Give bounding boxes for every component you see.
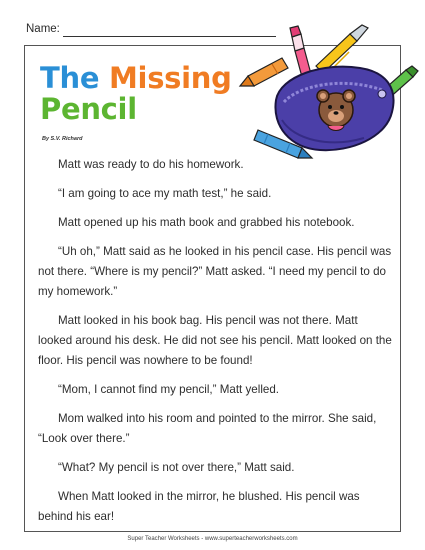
- pencil-case-illustration: [232, 14, 420, 170]
- story-body: [38, 155, 392, 536]
- title-word-pencil: Pencil: [40, 92, 137, 126]
- pink-marker-icon: [290, 26, 311, 77]
- footer-credit: Super Teacher Worksheets - www.superteacherworksheets.com: [127, 536, 298, 542]
- story-title: [40, 63, 232, 125]
- story-paragraph: “Mom, I cannot find my pencil,” Matt yelled.: [58, 383, 280, 396]
- author-byline: By S.V. Richard: [42, 136, 83, 142]
- name-field-row: [26, 23, 256, 39]
- story-paragraph: Mom walked into his room and pointed to the mirror. She said, “Look over there.”: [38, 412, 377, 445]
- title-word-missing: Missing: [109, 61, 232, 95]
- name-label: Name:: [26, 23, 60, 35]
- story-paragraph: When Matt looked in the mirror, he blushed. His pencil was behind his ear!: [38, 490, 360, 523]
- title-word-the: The: [40, 61, 100, 95]
- story-paragraph: Matt was ready to do his homework.: [58, 158, 244, 171]
- story-paragraph: “I am going to ace my math test,” he said.: [58, 187, 272, 200]
- story-paragraph: Matt opened up his math book and grabbed his notebook.: [58, 216, 355, 229]
- orange-crayon-icon: [240, 58, 288, 86]
- story-paragraph: Matt looked in his book bag. His pencil was not there. Matt looked around his desk. He did not see his pencil. Matt looked on the floor. His pencil was nowhere to be found!: [38, 314, 392, 367]
- story-paragraph: “What? My pencil is not over there,” Matt said.: [58, 461, 295, 474]
- story-paragraph: “Uh oh,” Matt said as he looked in his pencil case. His pencil was not there. “Where is my pencil?” Matt asked. “I need my pencil to do my homework.”: [38, 245, 392, 298]
